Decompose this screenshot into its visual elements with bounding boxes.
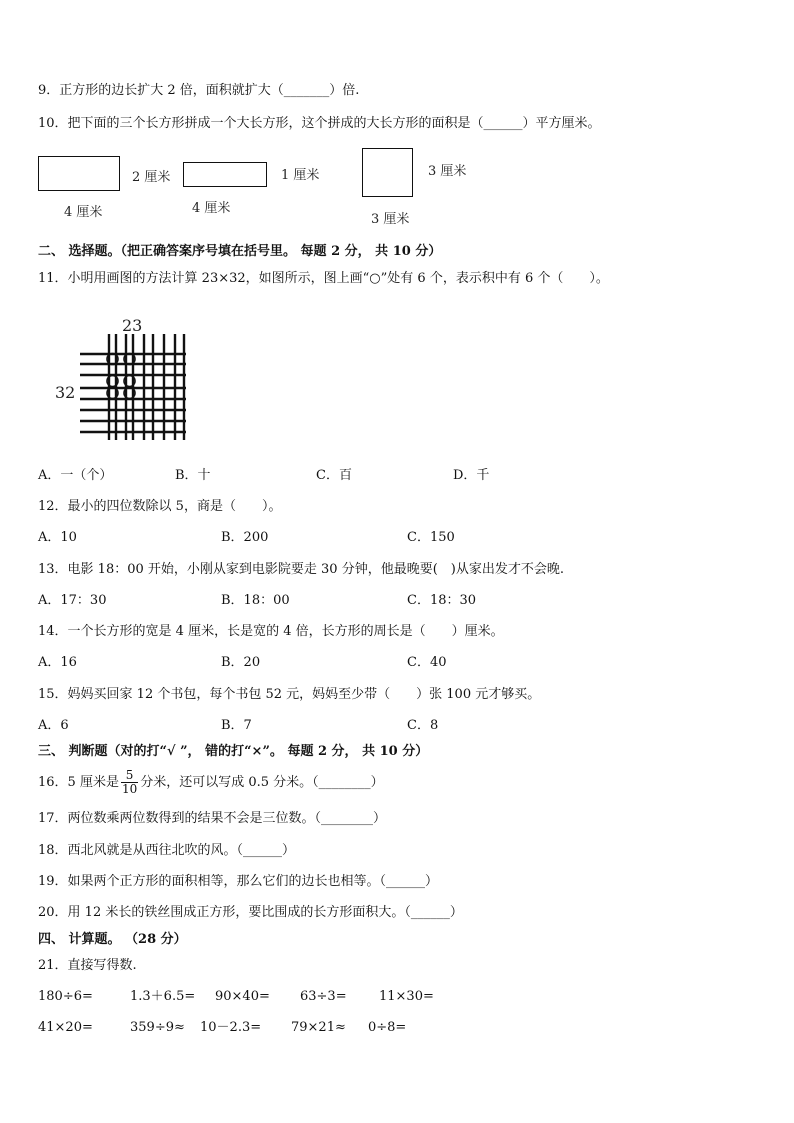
q12-option-a: A．10 — [38, 530, 77, 545]
q15-option-a: A．6 — [38, 718, 69, 733]
calc-item: 79×21≈ — [291, 1020, 346, 1035]
grid-top-label: 23 — [122, 316, 143, 335]
rectangle-1-side-label: 2 厘米 — [132, 170, 171, 185]
question-10: 10．把下面的三个长方形拼成一个大长方形，这个拼成的大长方形的面积是（______）平方厘米。 — [38, 116, 601, 131]
calc-item: 11×30= — [379, 989, 434, 1004]
question-16-suffix: 分米，还可以写成 0.5 分米。（________） — [140, 775, 384, 790]
calc-item: 359÷9≈ — [130, 1020, 185, 1035]
q15-option-c: C．8 — [407, 718, 439, 733]
rectangle-2-side-label: 1 厘米 — [281, 168, 320, 183]
q11-option-a: A．一（个） — [38, 468, 113, 483]
q14-option-c: C．40 — [407, 655, 447, 670]
grid-left-label: 32 — [55, 383, 76, 402]
q14-option-b: B．20 — [221, 655, 261, 670]
calc-item: 10－2.3= — [200, 1020, 262, 1035]
q14-option-a: A．16 — [38, 655, 77, 670]
q13-option-b: B．18：00 — [221, 593, 290, 608]
q12-option-b: B．200 — [221, 530, 269, 545]
square-3 — [362, 148, 413, 197]
section-4-heading: 四、 计算题。 （28 分） — [38, 932, 187, 947]
question-17: 17．两位数乘两位数得到的结果不会是三位数。（________） — [38, 811, 387, 826]
calc-item: 41×20= — [38, 1020, 93, 1035]
calc-item: 63÷3= — [300, 989, 347, 1004]
question-21: 21．直接写得数. — [38, 958, 137, 973]
q11-option-d: D．千 — [453, 468, 490, 483]
fraction-numerator: 5 — [121, 769, 138, 783]
square-3-bottom-label: 3 厘米 — [371, 212, 410, 227]
question-15: 15．妈妈买回家 12 个书包，每个书包 52 元，妈妈至少带（ ）张 100 元才够买。 — [38, 687, 541, 702]
fraction-5-10 — [121, 769, 138, 796]
square-3-side-label: 3 厘米 — [428, 164, 467, 179]
section-2-heading: 二、 选择题。（把正确答案序号填在括号里。 每题 2 分， 共 10 分） — [38, 244, 442, 259]
question-19: 19．如果两个正方形的面积相等，那么它们的边长也相等。（______） — [38, 874, 439, 889]
rectangle-1 — [38, 156, 120, 191]
q11-option-b: B．十 — [175, 468, 211, 483]
question-14: 14．一个长方形的宽是 4 厘米，长是宽的 4 倍，长方形的周长是（ ）厘米。 — [38, 624, 504, 639]
q13-option-c: C．18：30 — [407, 593, 477, 608]
question-12: 12．最小的四位数除以 5，商是（ ）。 — [38, 499, 282, 514]
question-11: 11．小明用画图的方法计算 23×32，如图所示，图上画“○”处有 6 个，表示积中有 6 个（ ）。 — [38, 271, 609, 286]
question-13: 13．电影 18：00 开始，小刚从家到电影院要走 30 分钟，他最晚要( )从家出发才不会晚. — [38, 562, 564, 577]
rectangle-2-bottom-label: 4 厘米 — [192, 201, 231, 216]
question-20: 20．用 12 米长的铁丝围成正方形，要比围成的长方形面积大。（______） — [38, 905, 463, 920]
calc-item: 0÷8= — [368, 1020, 407, 1035]
fraction-denominator: 10 — [121, 782, 138, 796]
q15-option-b: B．7 — [221, 718, 252, 733]
calc-item: 90×40= — [215, 989, 270, 1004]
question-9: 9．正方形的边长扩大 2 倍，面积就扩大（_______）倍. — [38, 83, 360, 98]
multiplication-grid-figure — [78, 332, 190, 444]
calc-item: 1.3＋6.5= — [130, 989, 196, 1004]
section-3-heading: 三、 判断题（对的打“√ ”， 错的打“×”。 每题 2 分， 共 10 分） — [38, 744, 429, 759]
question-18: 18．西北风就是从西往北吹的风。（______） — [38, 843, 296, 858]
q11-option-c: C．百 — [316, 468, 352, 483]
calc-item: 180÷6= — [38, 989, 93, 1004]
q13-option-a: A．17：30 — [38, 593, 107, 608]
rectangle-1-bottom-label: 4 厘米 — [64, 205, 103, 220]
rectangle-2 — [183, 162, 267, 187]
question-16 — [38, 769, 384, 797]
question-16-prefix: 16．5 厘米是 — [38, 775, 119, 790]
q12-option-c: C．150 — [407, 530, 455, 545]
